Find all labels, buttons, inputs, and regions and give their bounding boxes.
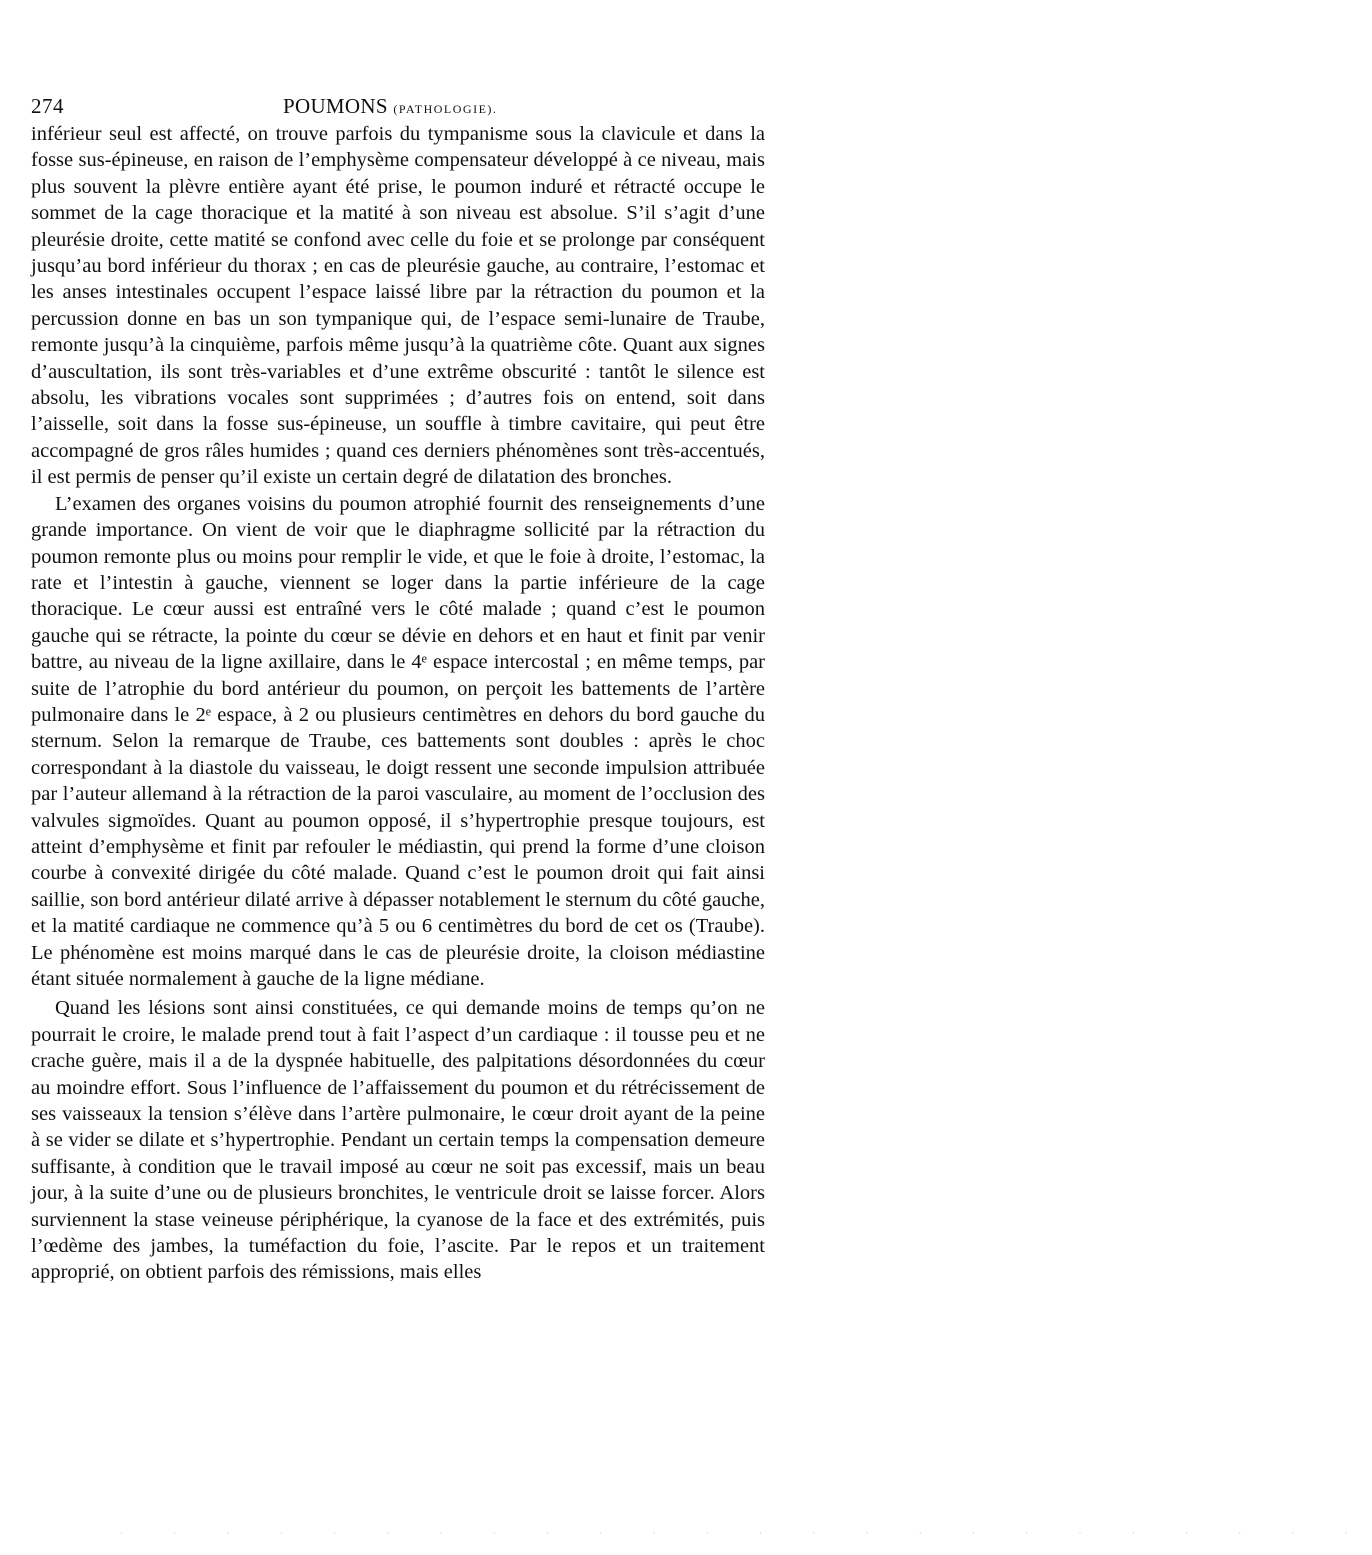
scan-specks: · · · · · · · · · · · · · · · · · · · · · · · · [120, 1528, 1372, 1538]
running-title-main: POUMONS [283, 94, 388, 118]
running-title [283, 94, 497, 119]
running-title-sub: (PATHOLOGIE). [393, 102, 498, 116]
running-head [31, 94, 765, 118]
paragraph-2: L’examen des organes voisins du poumon atrophié fournit des renseignements d’une grande importance. On vient de voir que le diaphragme sollicité par la rétraction du poumon remonte plus ou moins pour remplir le vide, et que le foie à droite, l’estomac, la rate et l’intestin à gauche, viennent se loger dans la partie inférieure de la cage thoracique. Le cœur aussi est entraîné vers le côté malade ; quand c’est le poumon gauche qui se rétracte, la pointe du cœur se dévie en dehors et en haut et finit par venir battre, au niveau de la ligne axillaire, dans le 4ᵉ espace intercostal ; en même temps, par suite de l’atrophie du bord antérieur du poumon, on perçoit les battements de l’artère pulmonaire dans le 2ᵉ espace, à 2 ou plusieurs centimètres en dehors du bord gauche du sternum. Selon la remarque de Traube, ces battements sont doubles : après le choc correspondant à la diastole du vaisseau, le doigt ressent une seconde impulsion attribuée par l’auteur allemand à la rétraction de la paroi vasculaire, au moment de l’occlusion des valvules sigmoïdes. Quant au poumon opposé, il s’hypertrophie presque toujours, est atteint d’emphysème et finit par refouler le médiastin, qui prend la forme d’une cloison courbe à convexité dirigée du côté malade. Quand c’est le poumon droit qui fait ainsi saillie, son bord antérieur dilaté arrive à dépasser notablement le sternum du côté gauche, et la matité cardiaque ne commence qu’à 5 ou 6 centimètres du bord de cet os (Traube). Le phénomène est moins marqué dans le cas de pleurésie droite, la cloison médiastine étant située normalement à gauche de la ligne médiane. [31, 492, 765, 990]
paragraph-3: Quand les lésions sont ainsi constituées, ce qui demande moins de temps qu’on ne pourrait le croire, le malade prend tout à fait l’aspect d’un cardiaque : il tousse peu et ne crache guère, mais il a de la dyspnée habituelle, des palpitations désordonnées du cœur au moindre effort. Sous l’influence de l’affaissement du poumon et du rétrécissement de ses vaisseaux la tension s’élève dans l’artère pulmonaire, le cœur droit ayant de la peine à se vider se dilate et s’hypertrophie. Pendant un certain temps la compensation demeure suffisante, à condition que le travail imposé au cœur ne soit pas excessif, mais un beau jour, à la suite d’une ou de plusieurs bronchites, le ventricule droit se laisse forcer. Alors surviennent la stase veineuse périphérique, la cyanose de la face et des extrémités, puis l’œdème des jambes, la tuméfaction du foie, l’ascite. Par le repos et un traitement approprié, on obtient parfois des rémissions, mais elles [31, 997, 765, 1284]
paragraph-1: inférieur seul est affecté, on trouve parfois du tympanisme sous la clavicule et dans la fosse sus-épineuse, en raison de l’emphysème compensateur développé à ce niveau, mais plus souvent la plèvre entière ayant été prise, le poumon induré et rétracté occupe le sommet de la cage thoracique et la matité à son niveau est absolue. S’il s’agit d’une pleurésie droite, cette matité se confond avec celle du foie et se prolonge par conséquent jusqu’au bord inférieur du thorax ; en cas de pleurésie gauche, au contraire, l’estomac et les anses intestinales occupent l’espace laissé libre par la rétraction du poumon et la percussion donne en bas un son tympanique qui, de l’espace semi-lunaire de Traube, remonte jusqu’à la cinquième, parfois même jusqu’à la quatrième côte. Quant aux signes d’auscultation, ils sont très-variables et d’une extrême obscurité : tantôt le silence est absolu, les vibrations vocales sont supprimées ; d’autres fois on entend, soit dans l’aisselle, soit dans la fosse sus-épineuse, un souffle à timbre cavitaire, qui peut être accompagné de gros râles humides ; quand ces derniers phénomènes sont très-accentués, il est permis de penser qu’il existe un certain degré de dilatation des bronches. [31, 123, 765, 489]
page-number: 274 [31, 94, 64, 118]
book-page [31, 94, 765, 1286]
